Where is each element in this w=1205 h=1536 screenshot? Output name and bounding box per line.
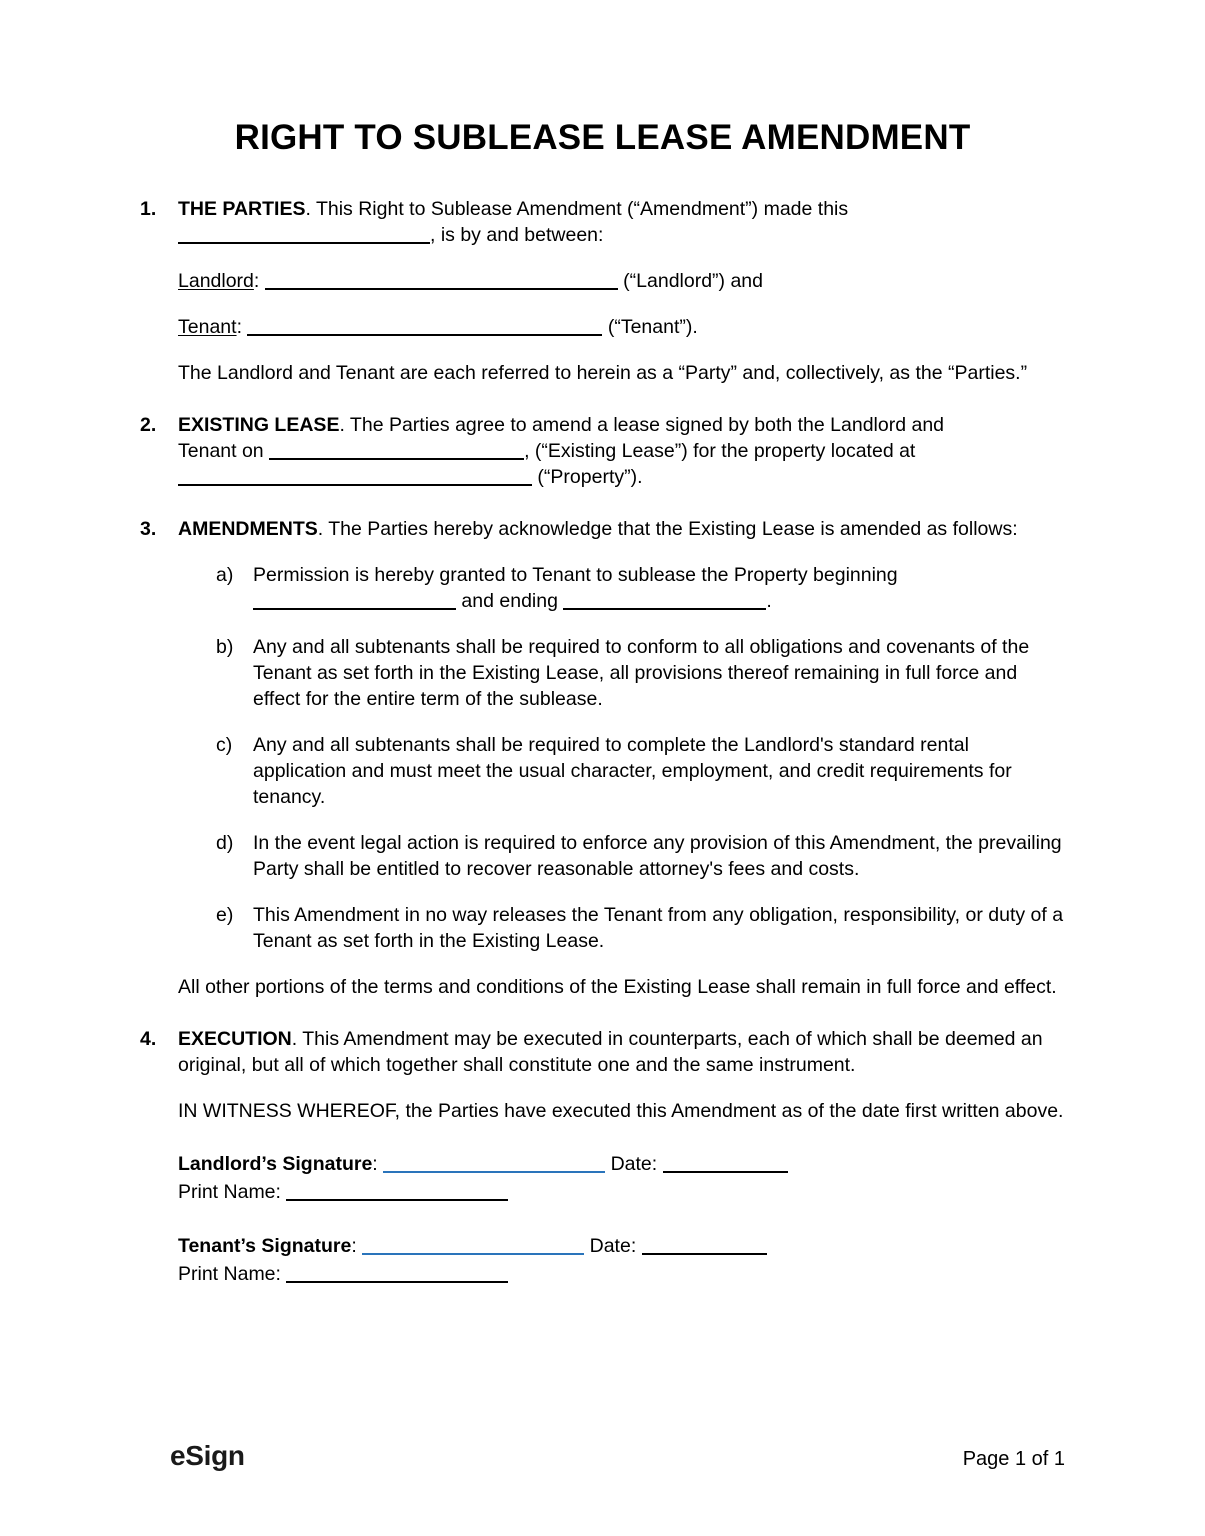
tenant-print-label: Print Name: [178,1263,281,1286]
section-number-3: 3. [140,518,157,541]
section-number-2: 2. [140,414,157,437]
list-item [216,732,1065,810]
spacer [216,614,1065,634]
landlord-suffix: (“Landlord”) and [623,270,763,293]
signature-block [178,1150,1065,1288]
section-3-heading: AMENDMENTS [178,518,318,541]
tenant-name-blank[interactable] [247,320,602,336]
sublease-end-date-blank[interactable] [563,594,766,610]
spacer [216,712,1065,732]
document-content [140,118,1065,1288]
section-the-parties [140,196,1065,386]
list-text-a [253,562,1065,614]
list-text-e: This Amendment in no way releases the Tenant from any obligation, responsibility, or duty of a Tenant as set forth in the Existing Lease. [253,904,1064,953]
tenant-line [178,314,1065,340]
section-number-4: 4. [140,1028,157,1051]
section-1-intro-text: . This Right to Sublease Amendment (“Amendment”) made this [305,198,849,221]
section-existing-lease [140,412,1065,490]
landlord-date-blank[interactable] [663,1157,788,1173]
list-item [216,562,1065,614]
section-execution [140,1026,1065,1124]
section-body-2 [178,412,1065,490]
amendment-date-blank[interactable] [178,228,430,244]
existing-lease-date-blank[interactable] [269,444,524,460]
amendments-list [216,562,1065,954]
property-address-blank[interactable] [178,470,532,486]
list-item [216,830,1065,882]
section-4-heading: EXECUTION [178,1028,292,1051]
witness-clause: IN WITNESS WHEREOF, the Parties have executed this Amendment as of the date first written above. [178,1100,1064,1123]
landlord-print-name-row [178,1178,1065,1206]
spacer [178,1078,1065,1098]
tenant-signature-blank[interactable] [362,1239,584,1255]
section-2-heading: EXISTING LEASE [178,414,340,437]
landlord-signature-label: Landlord’s Signature [178,1153,373,1176]
spacer [140,1000,1065,1026]
list-marker-e: e) [216,904,234,927]
esign-logo: eSign [170,1440,245,1471]
landlord-line [178,268,1065,294]
list-a-mid-text: and ending [461,590,558,613]
section-3-closing: All other portions of the terms and conditions of the Existing Lease shall remain in full force and effect. [178,976,1057,999]
spacer [140,490,1065,516]
spacer [178,1206,1065,1232]
list-a-end-text: . [766,590,772,613]
tenant-signature-colon: : [351,1235,357,1258]
section-2-line-2-suffix: , (“Existing Lease”) for the property located at [524,440,916,463]
tenant-date-blank[interactable] [642,1239,767,1255]
section-number-1: 1. [140,198,157,221]
section-body-4 [178,1026,1065,1124]
list-a-line-2 [253,588,1065,614]
section-amendments [140,516,1065,1000]
section-body-3 [178,516,1065,1000]
landlord-print-name-blank[interactable] [286,1185,508,1201]
spacer [178,954,1065,974]
section-3-intro-text: . The Parties hereby acknowledge that the Existing Lease is amended as follows: [317,518,1018,541]
sublease-begin-date-blank[interactable] [253,594,456,610]
list-a-line-1: Permission is hereby granted to Tenant to sublease the Property beginning [253,564,898,587]
list-text-b: Any and all subtenants shall be required to conform to all obligations and covenants of the Tenant as set forth in the Existing Lease, all provisions thereof remaining in full force and effect for the entire term of the sublease. [253,636,1030,711]
landlord-signature-colon: : [372,1153,378,1176]
section-1-after-blank: , is by and between: [430,224,604,247]
landlord-name-blank[interactable] [265,274,618,290]
spacer [140,1124,1065,1150]
section-2-line-3-suffix: (“Property”). [537,466,643,489]
section-2-line-2-prefix: Tenant on [178,440,264,463]
tenant-signature-label: Tenant’s Signature [178,1235,352,1258]
tenant-label: Tenant [178,316,237,339]
page-footer [170,1440,1065,1472]
landlord-signature-row [178,1150,1065,1178]
spacer [178,542,1065,562]
list-item [216,634,1065,712]
section-4-body-text: . This Amendment may be executed in counterparts, each of which shall be deemed an original, but all of which together shall constitute one and the same instrument. [178,1028,1043,1077]
list-text-c: Any and all subtenants shall be required to complete the Landlord's standard rental application and must meet the usual character, employment, and credit requirements for tenancy. [253,734,1012,809]
spacer [216,882,1065,902]
landlord-label: Landlord [178,270,254,293]
section-2-line-3 [178,464,1065,490]
list-marker-c: c) [216,734,233,757]
section-1-closing: The Landlord and Tenant are each referred to herein as a “Party” and, collectively, as the “Parties.” [178,362,1028,385]
page-number: Page 1 of 1 [962,1448,1065,1470]
landlord-print-label: Print Name: [178,1181,281,1204]
section-2-line-2 [178,438,1065,464]
spacer [178,340,1065,360]
section-1-intro [178,196,1065,222]
spacer [140,386,1065,412]
spacer [178,294,1065,314]
landlord-signature-blank[interactable] [383,1157,605,1173]
tenant-colon: : [236,316,242,339]
landlord-colon: : [253,270,260,293]
section-2-line-1-text: . The Parties agree to amend a lease signed by both the Landlord and [339,414,945,437]
section-1-heading: THE PARTIES [178,198,306,221]
landlord-date-label: Date: [610,1153,658,1176]
spacer [178,248,1065,268]
section-3-intro [178,516,1065,542]
tenant-suffix: (“Tenant”). [607,316,698,339]
tenant-date-label: Date: [589,1235,637,1258]
section-4-text [178,1026,1065,1078]
section-body-1 [178,196,1065,386]
list-marker-b: b) [216,636,234,659]
page-title: RIGHT TO SUBLEASE LEASE AMENDMENT [234,118,971,157]
tenant-print-name-blank[interactable] [286,1267,508,1283]
tenant-signature-row [178,1232,1065,1260]
spacer [216,810,1065,830]
section-2-line-1 [178,412,1065,438]
list-item [216,902,1065,954]
section-1-date-line [178,222,1065,248]
tenant-print-name-row [178,1260,1065,1288]
list-marker-a: a) [216,564,234,587]
list-text-d: In the event legal action is required to enforce any provision of this Amendment, the prevailing Party shall be entitled to recover reasonable attorney's fees and costs. [253,832,1062,881]
list-marker-d: d) [216,832,234,855]
